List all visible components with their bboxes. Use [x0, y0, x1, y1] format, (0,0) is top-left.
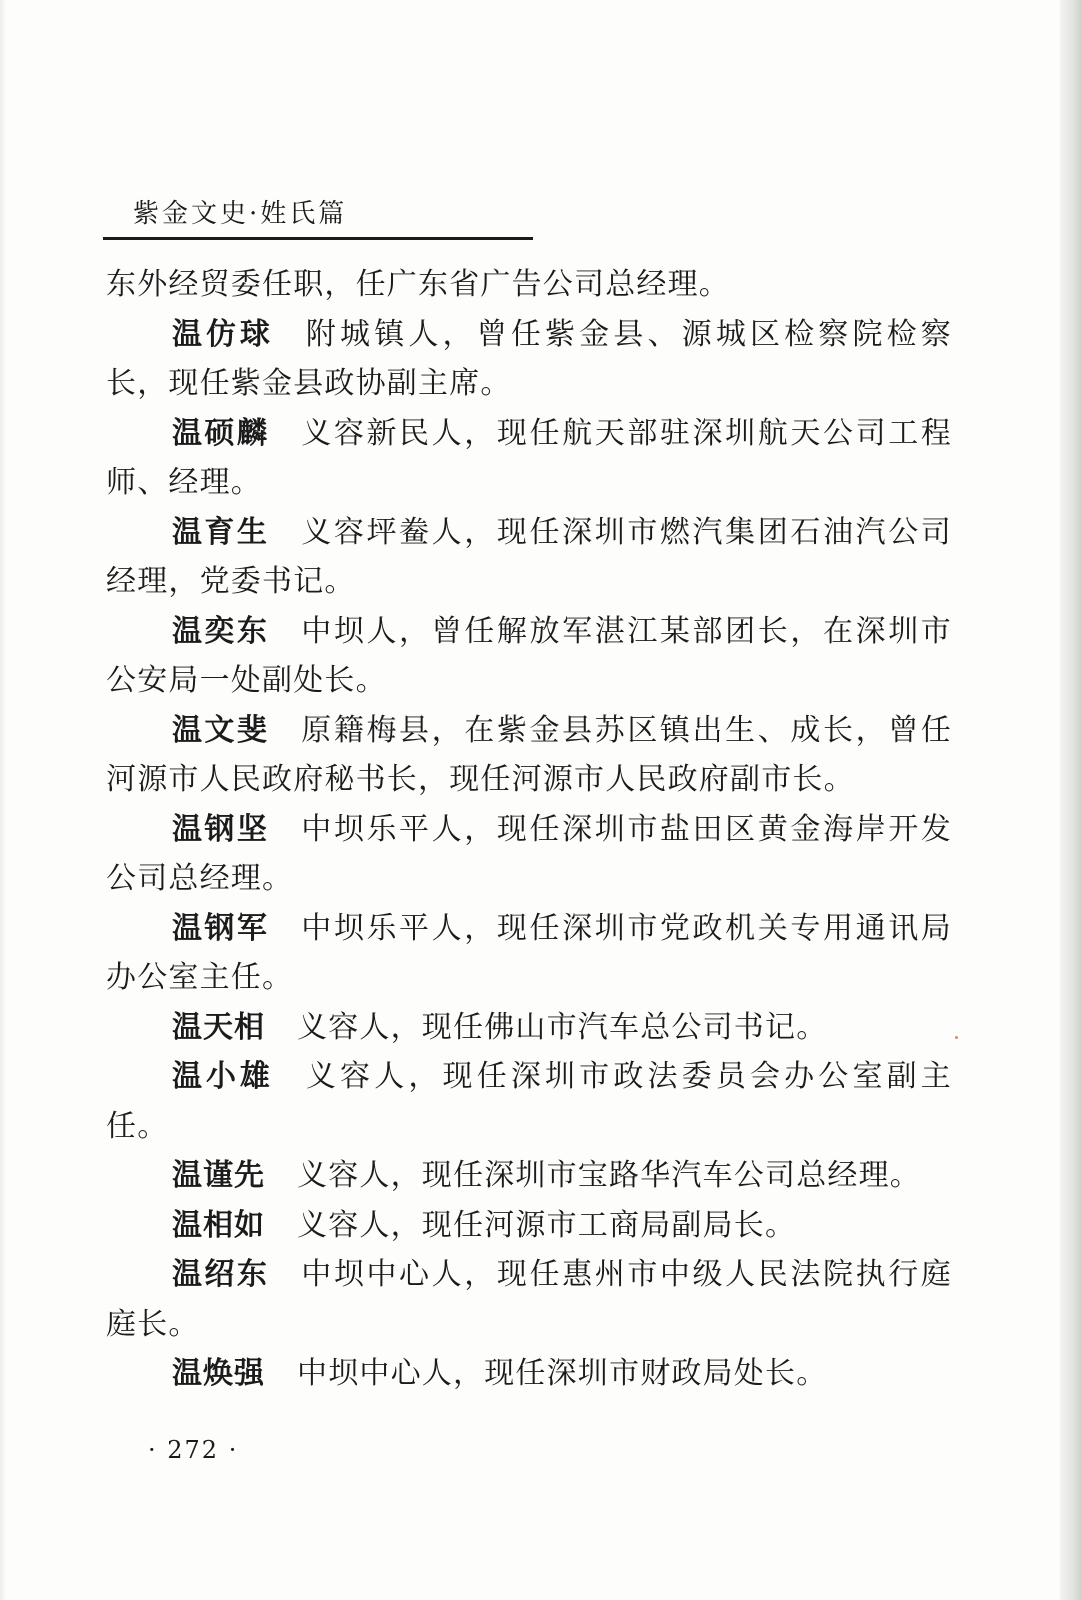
entry-text: 义容人，现任深圳市宝路华汽车公司总经理。 — [297, 1158, 921, 1193]
entry-paragraph — [106, 1250, 952, 1349]
entry-text: 中坝乐平人，现任深圳市党政机关专用通讯局办公室主任。 — [106, 910, 953, 995]
entry-name: 温育生 — [172, 514, 270, 550]
continuation-paragraph: 东外经贸委任职，任广东省广告公司总经理。 — [106, 267, 730, 302]
entry-paragraph — [106, 607, 952, 706]
entry-text: 义容人，现任河源市工商局副局长。 — [297, 1207, 797, 1243]
entry-name: 温相如 — [172, 1207, 265, 1243]
entry-name: 温谨先 — [172, 1158, 265, 1193]
entry-name: 温钢军 — [172, 910, 270, 946]
entry-name: 温焕强 — [172, 1356, 265, 1391]
entry-text: 义容人，现任佛山市汽车总公司书记。 — [297, 1009, 828, 1045]
entry-name: 温奕东 — [172, 613, 270, 649]
entry-paragraph — [106, 1151, 952, 1201]
scan-speck — [955, 1036, 958, 1039]
entry-text: 义容人，现任深圳市政法委员会办公室副主任。 — [106, 1059, 952, 1144]
entry-text: 中坝人，曾任解放军湛江某部团长，在深圳市公安局一处副处长。 — [106, 613, 953, 698]
entry-text: 中坝乐平人，现任深圳市盐田区黄金海岸开发公司总经理。 — [106, 811, 953, 896]
entry-text: 中坝中心人，现任深圳市财政局处长。 — [297, 1356, 828, 1391]
entry-paragraph — [106, 1003, 952, 1053]
entry-name: 温小雄 — [172, 1059, 274, 1094]
header-rule — [103, 237, 533, 240]
entry-name: 温钢坚 — [172, 811, 270, 847]
entry-paragraph — [106, 508, 952, 607]
entry-text: 附城镇人，曾任紫金县、源城区检察院检察长，现任紫金县政协副主席。 — [106, 316, 952, 401]
scan-edge-left — [0, 0, 6, 1600]
entry-name: 温绍东 — [172, 1257, 270, 1292]
entry-paragraph — [106, 1349, 952, 1399]
entry-name: 温硕麟 — [172, 415, 270, 451]
entry-text: 义容坪鲞人，现任深圳市燃汽集团石油汽公司经理，党委书记。 — [106, 514, 953, 599]
body-text — [106, 260, 952, 1399]
entry-text: 原籍梅县，在紫金县苏区镇出生、成长，曾任河源市人民政府秘书长，现任河源市人民政府副市长。 — [106, 712, 953, 797]
entry-paragraph — [106, 805, 952, 904]
entry-paragraph — [106, 1052, 952, 1151]
entry-paragraph — [106, 1201, 952, 1251]
entry-paragraph — [106, 904, 952, 1003]
entry-paragraph — [106, 310, 952, 409]
entry-paragraph — [106, 706, 952, 805]
entry-name: 温文斐 — [172, 712, 270, 748]
entry-name: 温天相 — [172, 1009, 265, 1045]
running-head: 紫金文史·姓氏篇 — [133, 199, 348, 229]
entry-text: 中坝中心人，现任惠州市中级人民法院执行庭庭长。 — [106, 1257, 953, 1342]
entry-name: 温仿球 — [172, 316, 274, 352]
entry-paragraph — [106, 409, 952, 508]
scan-edge-right — [1060, 0, 1082, 1600]
entry-text: 义容新民人，现任航天部驻深圳航天公司工程师、经理。 — [106, 415, 953, 500]
page-number: · 272 · — [148, 1436, 239, 1464]
